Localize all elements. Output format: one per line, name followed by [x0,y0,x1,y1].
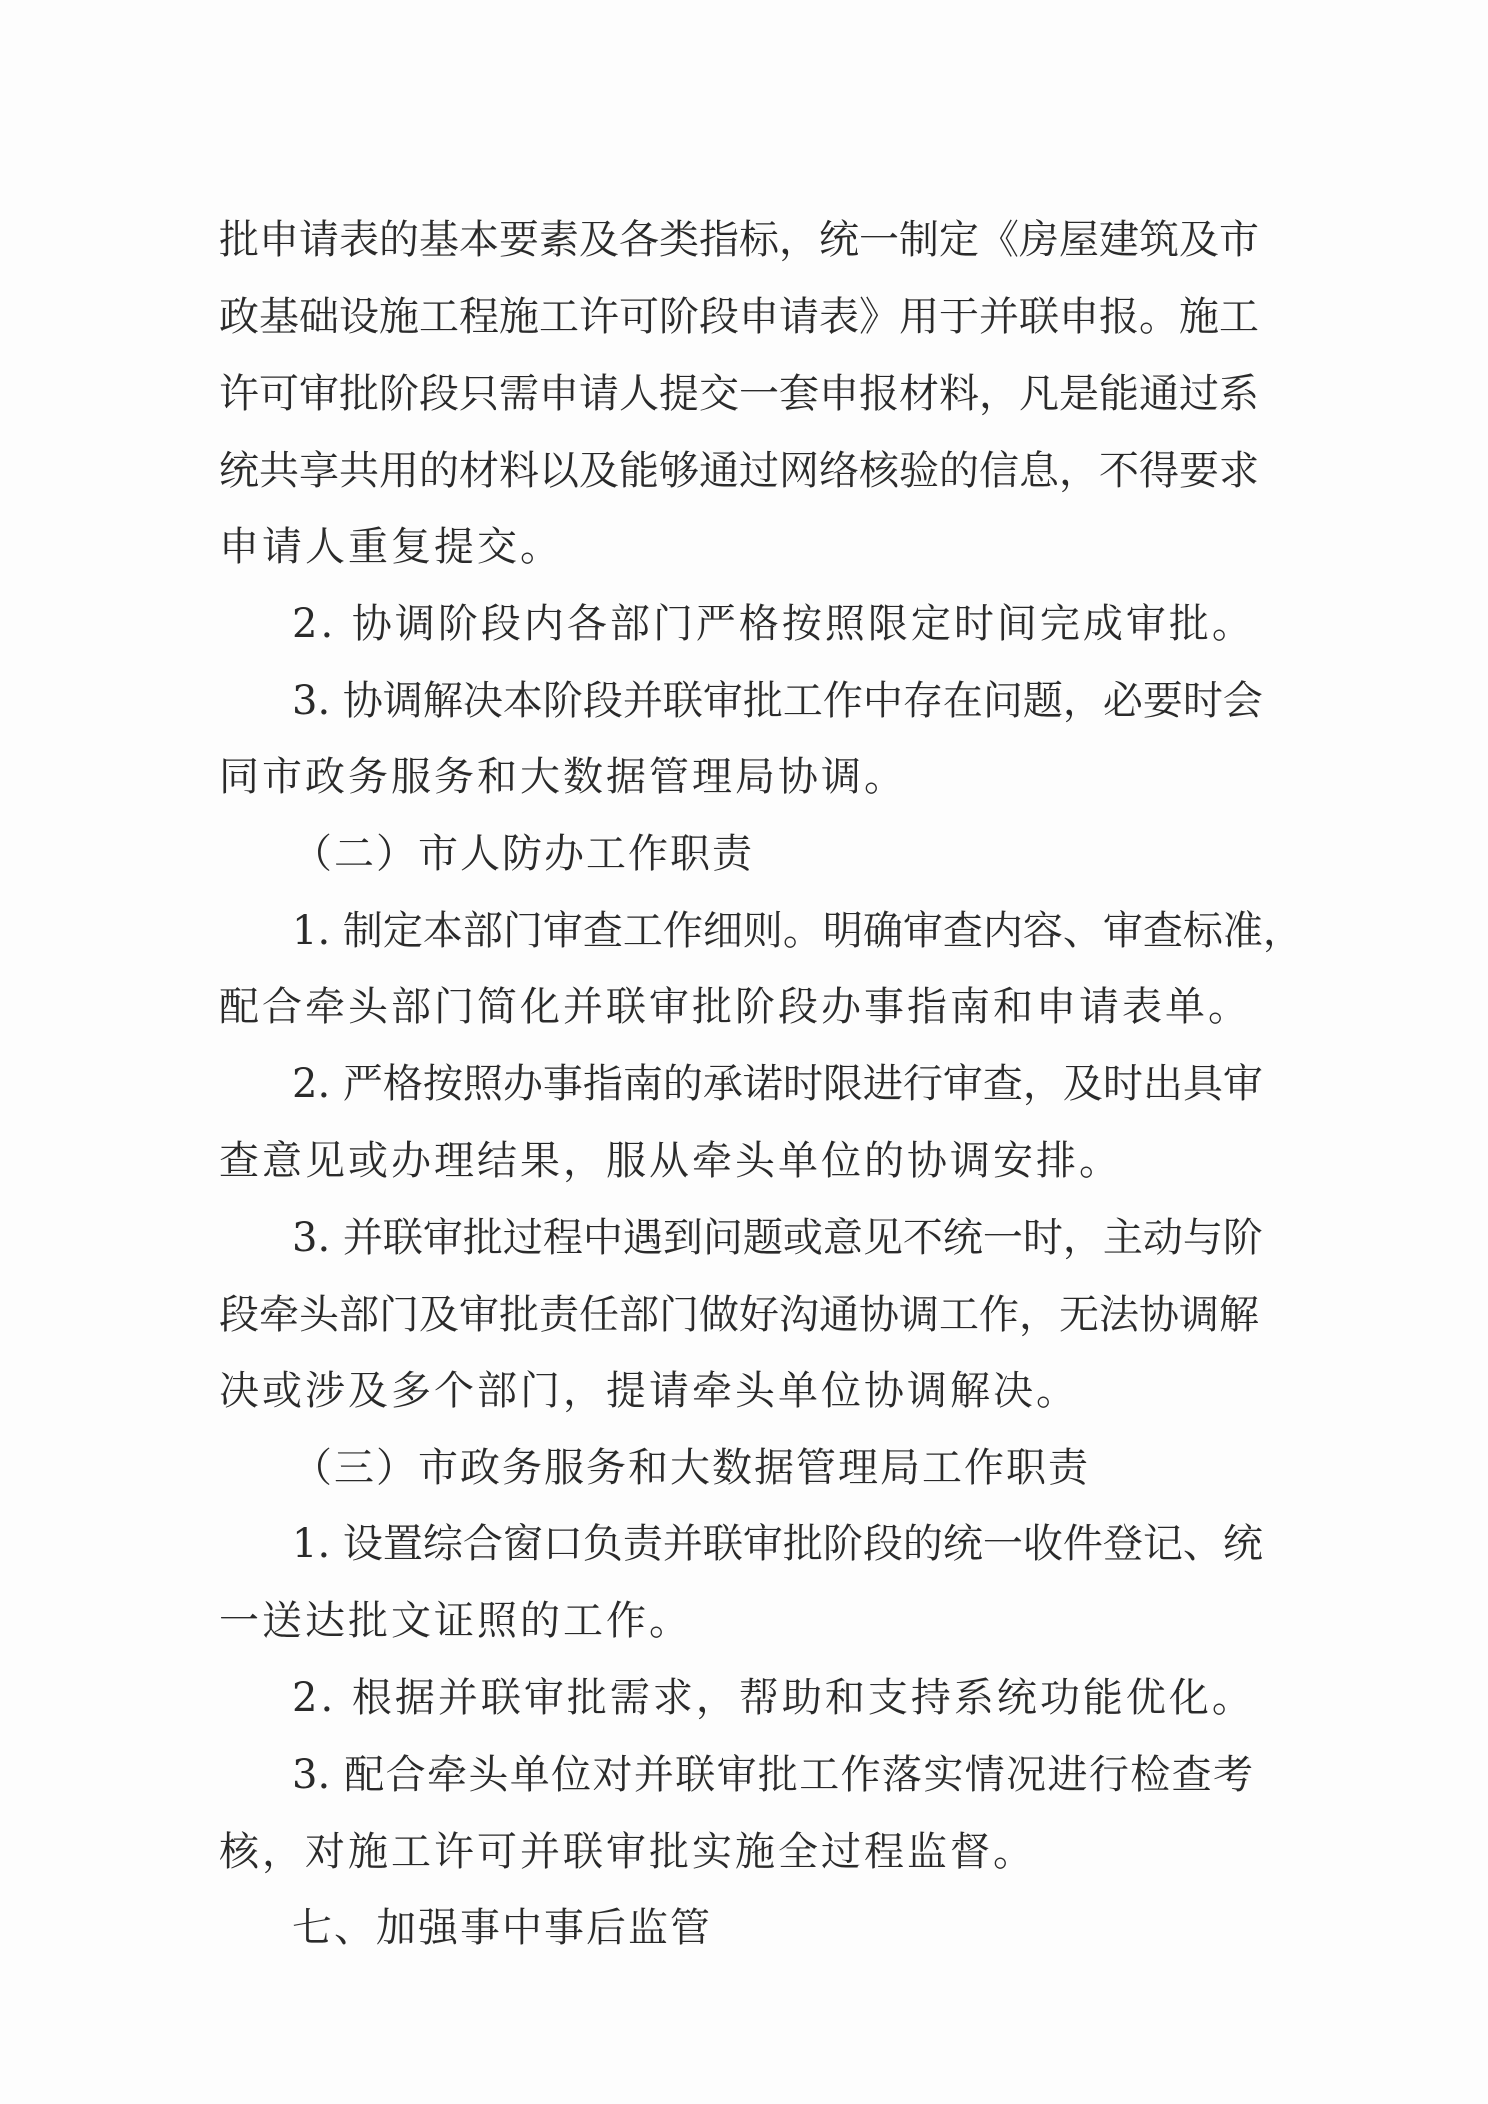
list-item: 3. 协调解决本阶段并联审批工作中存在问题，必要时会 [292,678,1263,724]
paragraph-line: 统共享共用的材料以及能够通过网络核验的信息，不得要求 [219,448,1259,494]
section-heading: （二）市人防办工作职责 [292,831,754,877]
list-item: 3. 配合牵头单位对并联审批工作落实情况进行检查考 [292,1752,1253,1798]
paragraph-line: 同市政务服务和大数据管理局协调。 [219,754,907,800]
paragraph-line: 一送达批文证照的工作。 [219,1598,692,1644]
list-item: 3. 并联审批过程中遇到问题或意见不统一时，主动与阶 [292,1215,1263,1261]
list-item: 1. 设置综合窗口负责并联审批阶段的统一收件登记、统 [292,1521,1263,1567]
paragraph-line: 查意见或办理结果，服从牵头单位的协调安排。 [219,1138,1122,1184]
paragraph-line: 段牵头部门及审批责任部门做好沟通协调工作，无法协调解 [219,1292,1259,1338]
list-item: 2. 根据并联审批需求，帮助和支持系统功能优化。 [292,1675,1255,1721]
list-item: 1. 制定本部门审查工作细则。明确审查内容、审查标准， [292,908,1303,954]
list-item: 2. 协调阶段内各部门严格按照限定时间完成审批。 [292,601,1255,647]
paragraph-line: 批申请表的基本要素及各类指标，统一制定《房屋建筑及市 [219,217,1259,263]
paragraph-line: 核，对施工许可并联审批实施全过程监督。 [219,1829,1036,1875]
paragraph-line: 配合牵头部门简化并联审批阶段办事指南和申请表单。 [219,984,1251,1030]
section-heading: 七、加强事中事后监管 [292,1905,712,1951]
paragraph-line: 许可审批阶段只需申请人提交一套申报材料，凡是能通过系 [219,371,1259,417]
paragraph-line: 申请人重复提交。 [219,524,563,570]
section-heading: （三）市政务服务和大数据管理局工作职责 [292,1445,1090,1491]
list-item: 2. 严格按照办事指南的承诺时限进行审查，及时出具审 [292,1061,1263,1107]
paragraph-line: 政基础设施工程施工许可阶段申请表》用于并联申报。施工 [219,294,1259,340]
paragraph-line: 决或涉及多个部门，提请牵头单位协调解决。 [219,1368,1079,1414]
